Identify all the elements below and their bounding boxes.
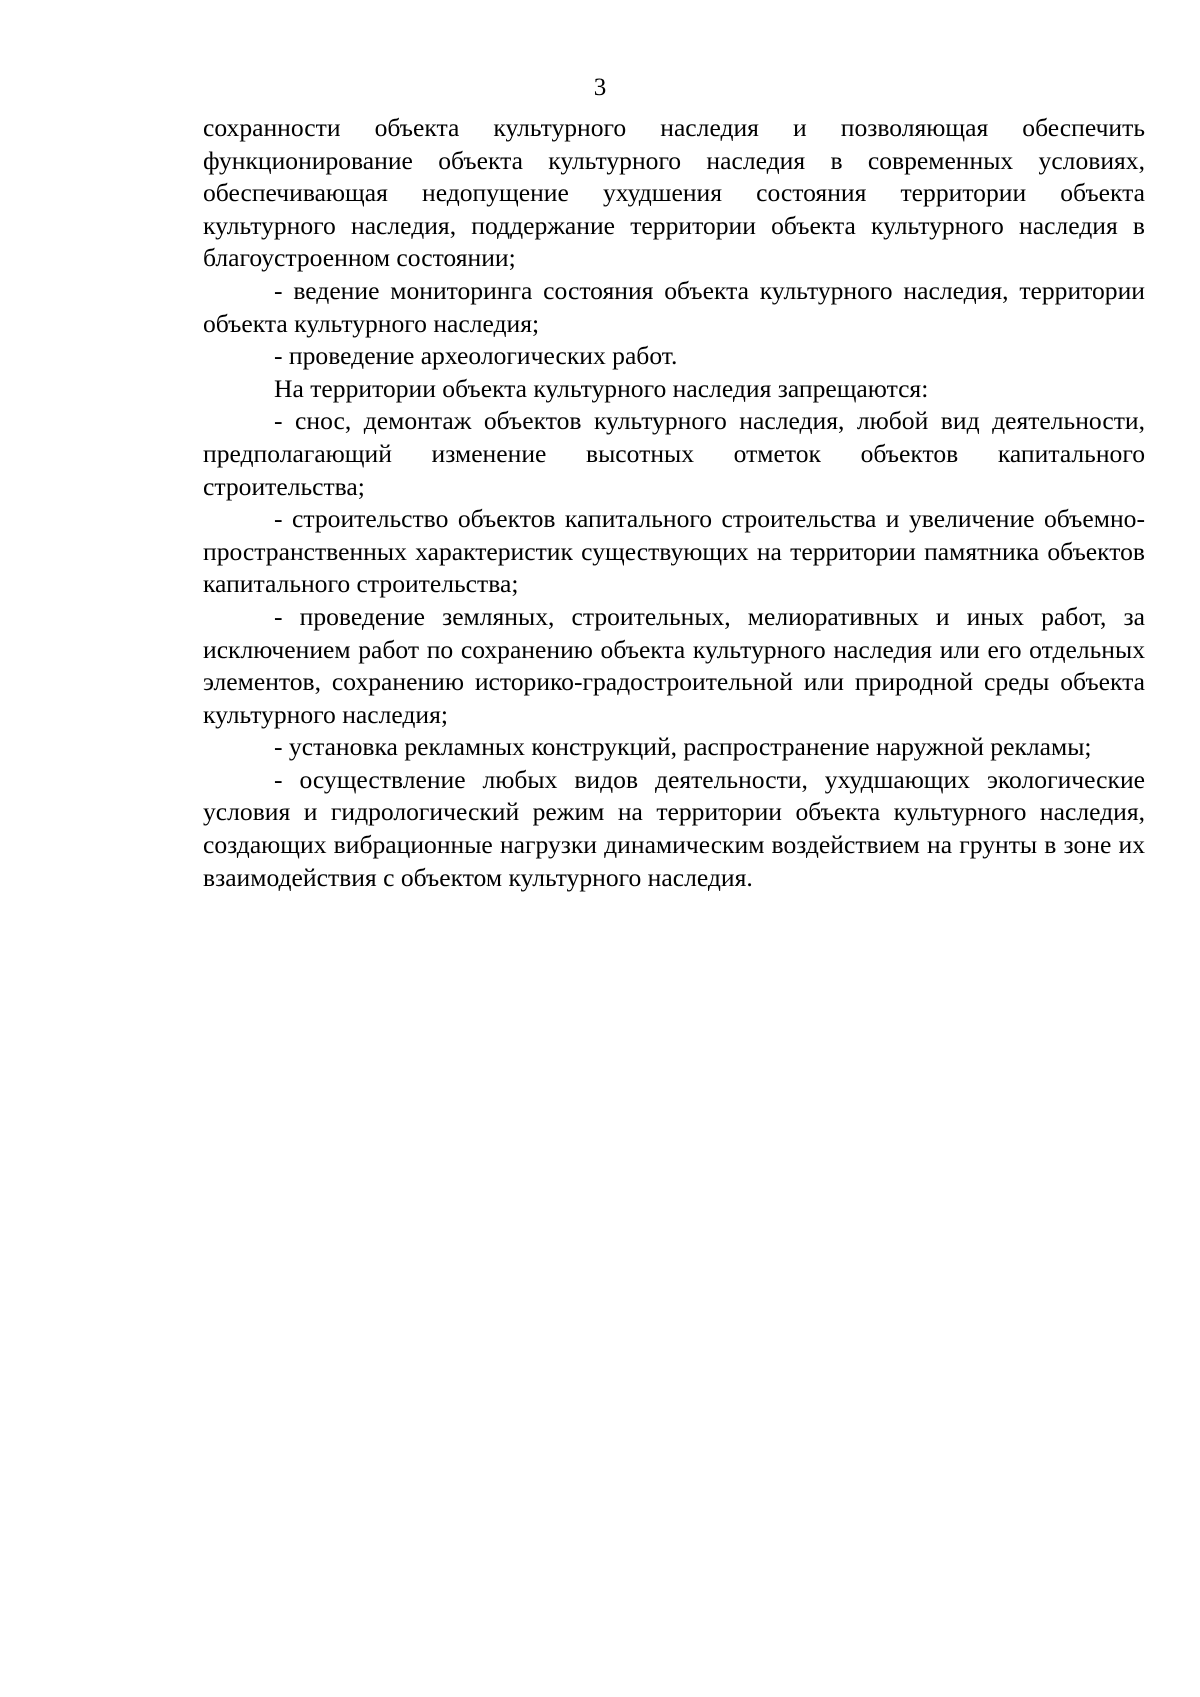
paragraph-1: сохранности объекта культурного наследия и позволяющая обеспечить функционирование объекта культурного наследия в современных условиях, обеспечивающая недопущение ухудшения состояния территории объекта культурного наследия, поддержание территории объекта культурного наследия в благоустроенном состоянии; xyxy=(203,113,1145,273)
document-body xyxy=(203,112,1145,894)
paragraph-8: - установка рекламных конструкций, распространение наружной рекламы; xyxy=(274,732,1092,762)
paragraph-7: - проведение земляных, строительных, мелиоративных и иных работ, за исключением работ по сохранению объекта культурного наследия или его отдельных элементов, сохранению историко-градостроительной или природной среды объекта культурного наследия; xyxy=(203,601,1145,729)
paragraph-2: - ведение мониторинга состояния объекта культурного наследия, территории объекта культурного наследия; xyxy=(203,275,1145,338)
page-number: 3 xyxy=(593,74,607,101)
paragraph-6: - строительство объектов капитального строительства и увеличение объемно-пространственных характеристик существующих на территории памятника объектов капитального строительства; xyxy=(203,504,1145,599)
paragraph-3: - проведение археологических работ. xyxy=(274,341,678,371)
paragraph-5: - снос, демонтаж объектов культурного наследия, любой вид деятельности, предполагающий изменение высотных отметок объектов капитального строительства; xyxy=(203,406,1145,501)
paragraph-9: - осуществление любых видов деятельности, ухудшающих экологические условия и гидрологический режим на территории объекта культурного наследия, создающих вибрационные нагрузки динамическим воздействием на грунты в зоне их взаимодействия с объектом культурного наследия. xyxy=(203,764,1145,892)
paragraph-4: На территории объекта культурного наследия запрещаются: xyxy=(274,373,929,403)
